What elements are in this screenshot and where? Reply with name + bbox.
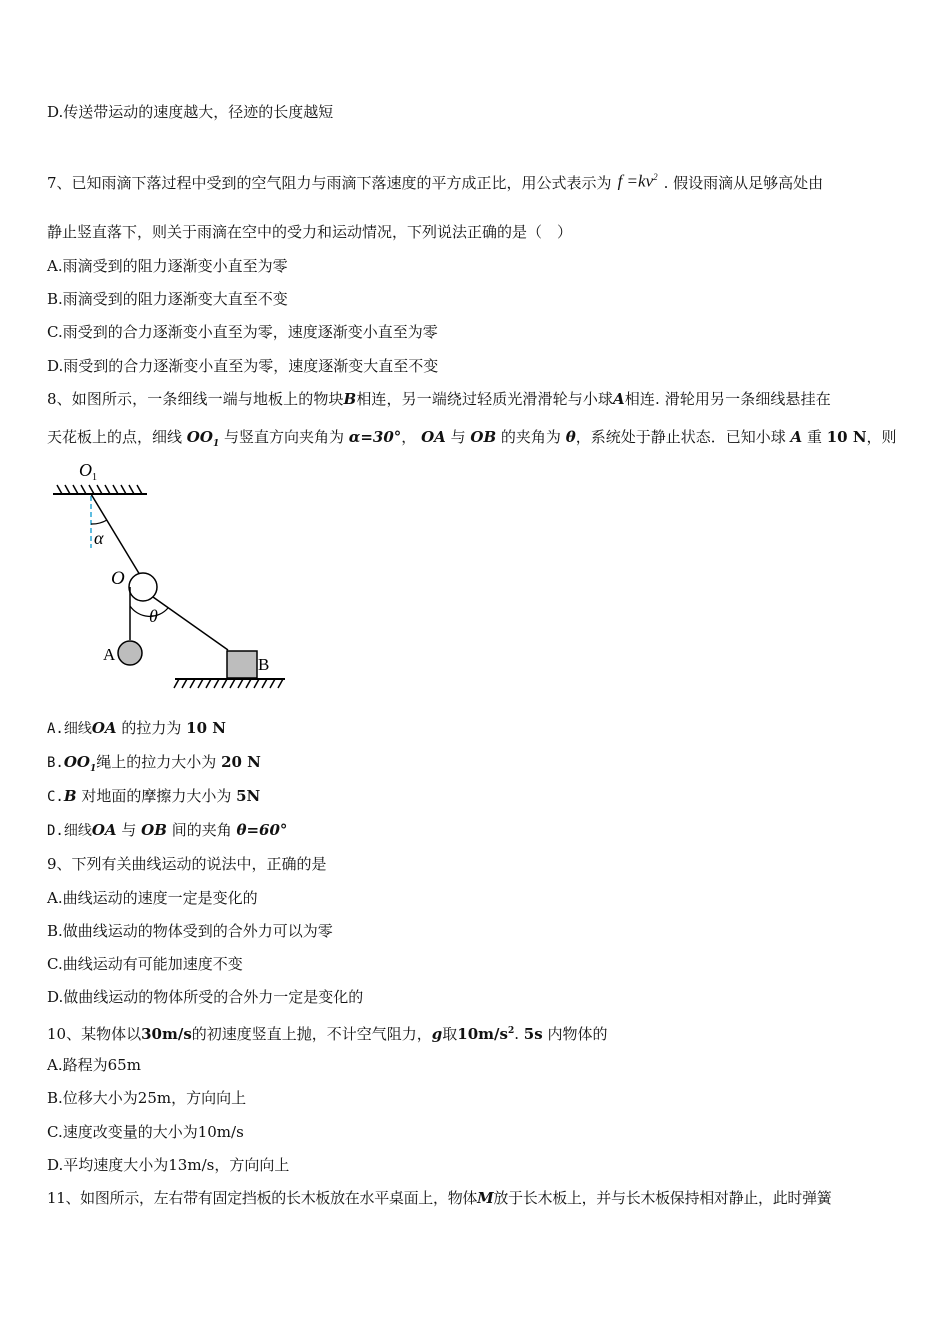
q8-stem-line1 — [47, 389, 905, 409]
q7-option-c: C.雨受到的合力逐渐变小直至为零，速度逐渐变小直至为零 — [47, 323, 438, 341]
q7-stem-text-a: 7、已知雨滴下落过程中受到的空气阻力与雨滴下落速度的平方成正比，用公式表示为 — [47, 174, 612, 192]
q8-text-1b: B — [343, 390, 357, 408]
q8-text-2h: OB — [470, 428, 497, 446]
q8-figure — [47, 456, 292, 696]
q8-option-a: A.细线OA 的拉力为 10 N — [47, 719, 226, 737]
q8-text-2g: 与 — [450, 428, 466, 446]
q8-text-2f: OA — [421, 428, 446, 446]
q8-text-2a: 天花板上的点，细线 — [47, 428, 183, 446]
q9-option-d: D.做曲线运动的物体所受的合外力一定是变化的 — [47, 988, 364, 1006]
q11-stem: 11、如图所示，左右带有固定挡板的长木板放在水平桌面上，物体M放于长木板上，并与长木板保持相对静止，此时弹簧 — [47, 1189, 832, 1207]
label-a: A — [103, 645, 116, 664]
label-o1: $O_1$ — [79, 460, 97, 483]
q8-text-2l: A — [790, 428, 803, 446]
q7-stem-line2: 静止竖直落下，则关于雨滴在空中的受力和运动情况，下列说法正确的是（ ） — [47, 223, 573, 241]
q8-text-1c: 相连，另一端绕过轻质光滑滑轮与小球 — [356, 390, 614, 408]
q7-formula-rhs: =kv — [626, 171, 654, 191]
q7-option-d: D.雨受到的合力逐渐变小直至为零，速度逐渐变大直至不变 — [47, 357, 439, 375]
q8-text-1d: A — [613, 390, 625, 408]
q10-option-c: C.速度改变量的大小为10m/s — [47, 1123, 244, 1141]
q8-option-c: C.B 对地面的摩擦力大小为 5N — [47, 787, 261, 805]
q8-text-2c: 与竖直方向夹角为 — [223, 428, 344, 446]
q8-option-b: $B.OO_1$绳上的拉力大小为 20 N — [47, 753, 261, 774]
q9-option-c: C.曲线运动有可能加速度不变 — [47, 955, 243, 973]
q9-stem: 9、下列有关曲线运动的说法中，正确的是 — [47, 855, 327, 873]
label-alpha: α — [94, 528, 104, 548]
q8-text-2n: 10 N — [826, 428, 867, 446]
q10-option-a: A.路程为65m — [47, 1056, 141, 1074]
q7-stem-line1 — [47, 173, 905, 198]
alpha-arc — [91, 520, 107, 524]
q7-formula-exp: 2 — [653, 172, 658, 182]
q9-option-a: A.曲线运动的速度一定是变化的 — [47, 889, 258, 907]
q9-option-b: B.做曲线运动的物体受到的合外力可以为零 — [47, 922, 333, 940]
q10-option-b: B.位移大小为25m，方向向上 — [47, 1089, 247, 1107]
q10-option-d: D.平均速度大小为13m/s，方向向上 — [47, 1156, 290, 1174]
floor — [174, 679, 285, 688]
label-o: O — [111, 568, 125, 589]
q8-text-2d: α=30° — [348, 428, 402, 446]
q6-option-d: D.传送带运动的速度越大，径迹的长度越短 — [47, 103, 334, 121]
ceiling — [53, 485, 147, 494]
q8-text-2i: 的夹角为 — [500, 428, 561, 446]
q7-option-b: B.雨滴受到的阻力逐渐变大直至不变 — [47, 290, 288, 308]
q7-formula-lhs: f — [617, 171, 623, 191]
q8-text-1e: 相连. 滑轮用另一条细线悬挂在 — [624, 390, 831, 408]
block-b — [227, 651, 257, 678]
q7-option-a: A.雨滴受到的阻力逐渐变小直至为零 — [47, 257, 288, 275]
q8-option-d: D.细线OA 与 OB 间的夹角 θ=60° — [47, 821, 288, 839]
q8-text-2m: 重 — [806, 428, 822, 446]
q8-stem-line2 — [47, 427, 897, 454]
q8-text-1a: 8、如图所示，一条细线一端与地板上的物块 — [47, 390, 344, 408]
q10-stem: 10、某物体以30m/s的初速度竖直上抛，不计空气阻力，g取$10m/s^2$. 5s 内物体的 — [47, 1025, 608, 1043]
q8-text-2b: $OO_1$ — [186, 428, 220, 449]
q8-text-2k: ，系统处于静止状态．已知小球 — [575, 428, 786, 446]
q8-text-2j: θ — [565, 428, 576, 446]
q8-text-2e: ， — [401, 428, 417, 446]
q7-formula — [618, 167, 658, 192]
label-theta: θ — [149, 606, 158, 626]
label-b: B — [258, 655, 270, 674]
q8-text-2o: ，则 — [866, 428, 897, 446]
ball-a — [118, 641, 142, 665]
q7-stem-text-b: . 假设雨滴从足够高处由 — [663, 174, 824, 192]
string-ob — [153, 597, 228, 650]
pulley — [129, 573, 157, 601]
